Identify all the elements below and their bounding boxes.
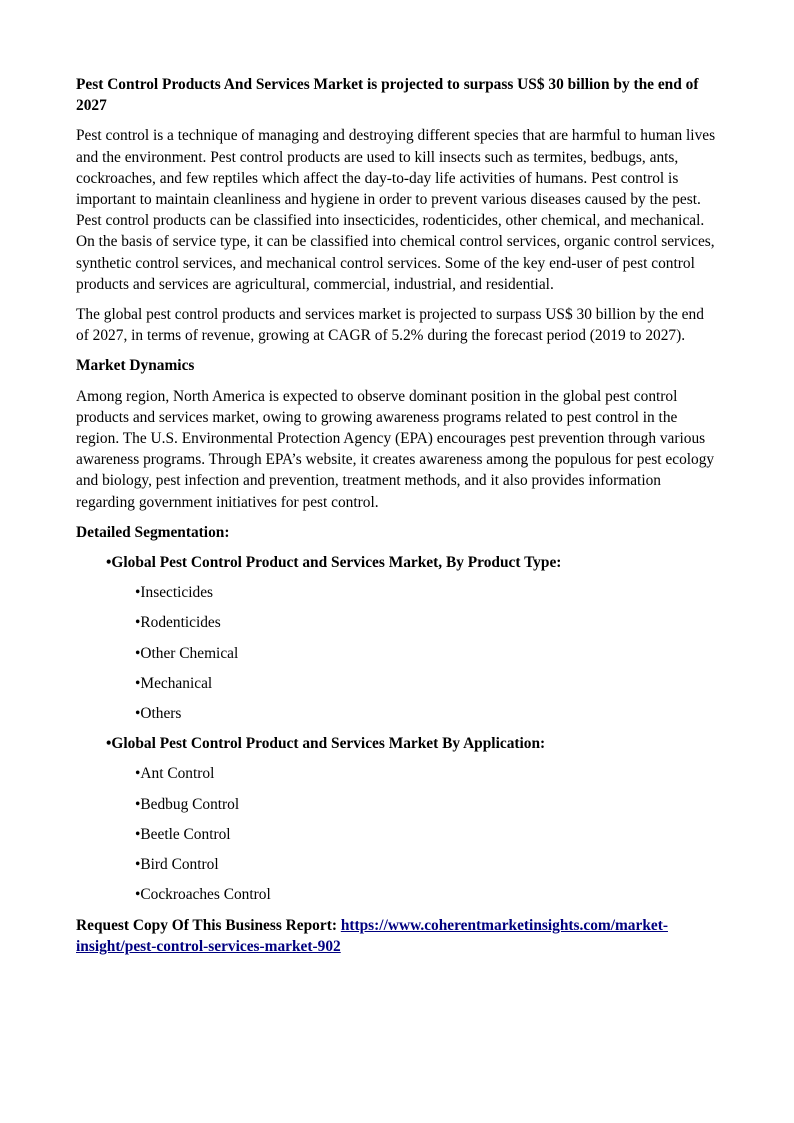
market-size-paragraph: The global pest control products and services market is projected to surpass US$ 30 billion by the end of 2027, in terms of revenue, growing at CAGR of 5.2% during the forecast period (2019 to 2027). (76, 306, 704, 345)
market-dynamics-heading: Market Dynamics (76, 357, 195, 375)
list-item: •Rodenticides (135, 614, 221, 632)
list-item: •Bedbug Control (135, 795, 240, 813)
document-title: Pest Control Products And Services Market is projected to surpass US$ 30 billion by the end of 2027 (76, 76, 699, 115)
list-item: •Other Chemical (135, 644, 239, 662)
list-item: •Mechanical (135, 674, 213, 692)
document-page (76, 74, 716, 957)
intro-paragraph: Pest control is a technique of managing and destroying different species that are harmful to human lives and the environment. Pest control products are used to kill insects such as termites, bedbugs, ants, cockroaches, and few reptiles which affect the day-to-day life activities of humans. Pest control is important to maintain cleanliness and hygiene in order to prevent various diseases caused by the pest. Pest control products can be classified into insecticides, rodenticides, other chemical, and mechanical. On the basis of service type, it can be classified into chemical control services, organic control services, synthetic control services, and mechanical control services. Some of the key end-user of pest control products and services are agricultural, commercial, industrial, and residential. (76, 127, 716, 293)
request-copy-line (76, 915, 716, 957)
application-heading: •Global Pest Control Product and Services Market By Application: (106, 735, 546, 753)
product-type-heading: •Global Pest Control Product and Services Market, By Product Type: (106, 554, 562, 572)
list-item: •Others (135, 705, 182, 723)
list-item: •Insecticides (135, 584, 214, 602)
list-item: •Beetle Control (135, 825, 231, 843)
request-copy-label: Request Copy Of This Business Report: (76, 916, 341, 934)
list-item: •Cockroaches Control (135, 886, 271, 904)
list-item: •Ant Control (135, 765, 215, 783)
market-dynamics-paragraph: Among region, North America is expected to observe dominant position in the global pest control products and services market, owing to growing awareness programs related to pest control in the region. The U.S. Environmental Protection Agency (EPA) encourages pest prevention through various awareness programs. Through EPA’s website, it creates awareness among the populous for pest ecology and biology, pest infection and prevention, treatment methods, and it also provides information regarding government initiatives for pest control. (76, 387, 715, 511)
segmentation-heading: Detailed Segmentation: (76, 523, 230, 541)
report-link[interactable]: https://www.coherentmarketinsights.com/market-insight/pest-control-services-market-902 (76, 916, 668, 955)
list-item: •Bird Control (135, 856, 219, 874)
